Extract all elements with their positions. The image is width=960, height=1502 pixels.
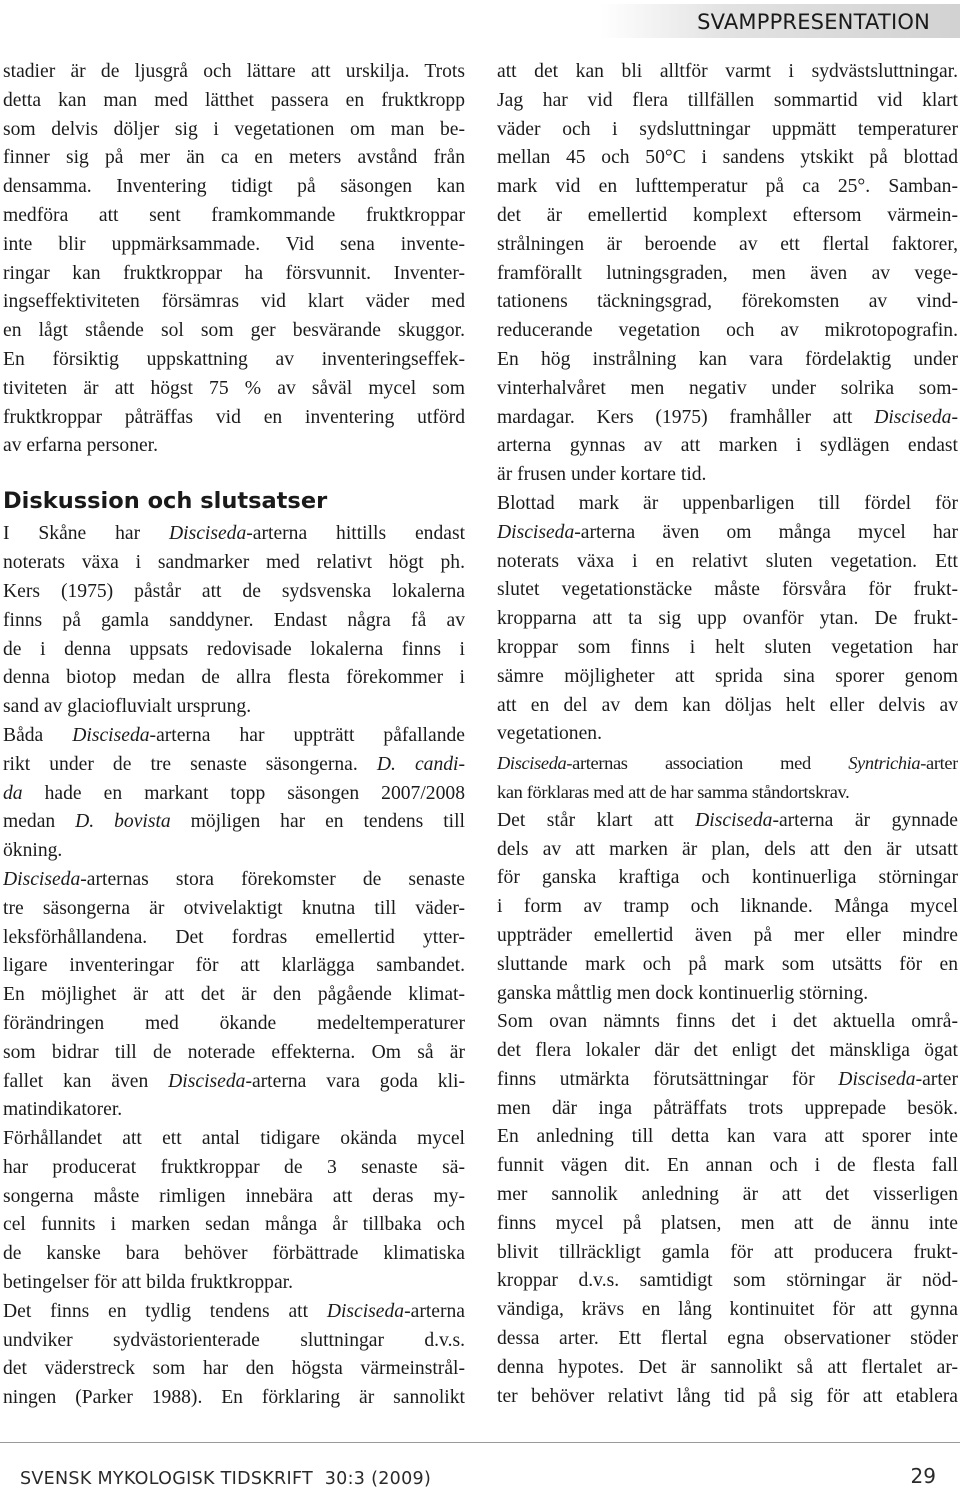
text-line: kan förklaras med att de har samma ståndortskrav.: [497, 781, 850, 802]
text-line: dessa arter. Ett flertal egna observationer stöder: [497, 1328, 958, 1350]
text-line: Förhållandet att ett antal tidigare okända mycel: [3, 1128, 465, 1150]
text-line: vinterhalvåret men negativ under solrika som-: [497, 377, 958, 399]
text-line: det väderstreck som har den högsta värmeinstrål-: [3, 1358, 465, 1380]
text-line: Jag har vid flera tillfällen sommartid vid klart: [497, 89, 958, 111]
text-line: cel funnits i marken sedan många år tillbaka och: [3, 1214, 465, 1236]
text-line: denna biotop medan de allra flesta förekommer i: [3, 667, 465, 689]
text-line: Blottad mark är uppenbarligen till fördel för: [497, 492, 958, 514]
text-line: betingelser för att bilda fruktkroppar.: [3, 1272, 294, 1294]
text-line: undviker sydvästorienterade sluttningar d.v.s.: [3, 1329, 465, 1351]
text-line: tre säsongerna är otvivelaktigt knutna till väder-: [3, 897, 465, 919]
section-title: SVAMPPRESENTATION: [697, 10, 930, 34]
text-line: arterna gynnas av att marken i sydlägen endast: [497, 435, 958, 457]
text-line: En anledning till detta kan vara att sporer inte: [497, 1126, 958, 1148]
text-line: I Skåne har Disciseda-arterna hittills endast: [3, 523, 465, 545]
text-line: ter behöver relativt lång tid på sig för att etablera: [497, 1385, 958, 1407]
text-line: mardagar. Kers (1975) framhåller att Disciseda-: [497, 406, 958, 428]
text-line: det är emellertid komplext eftersom värmein-: [497, 204, 958, 226]
text-line: finns på gamla sanddyner. Endast några få av: [3, 609, 465, 631]
text-line: tationens täckningsgrad, förekomsten av vind-: [497, 291, 958, 313]
text-line: finner sig på mer än ca en meters avstånd från: [3, 147, 465, 169]
text-line: noterats växa i en relativt sluten vegetation. Ett: [497, 550, 958, 572]
text-line: Disciseda-arterna även om många mycel har: [497, 521, 958, 543]
text-line: som bidrar till de noterade effekterna. Om så är: [3, 1041, 465, 1063]
text-line: som delvis döljer sig i vegetationen om man be-: [3, 118, 465, 140]
text-line: slutet vegetationstäcke måste försvåra för frukt-: [497, 579, 958, 601]
text-line: Det står klart att Disciseda-arterna är gynnade: [497, 809, 958, 831]
text-line: vegetationen.: [497, 723, 603, 745]
text-line: ganska måttlig men dock kontinuerlig störning.: [497, 982, 869, 1004]
text-line: väder och i sydsluttningar uppmätt temperaturer: [497, 118, 958, 140]
page-number: 29: [910, 1464, 936, 1488]
text-line: ingseffektiviteten försämras vid klart väder med: [3, 291, 465, 313]
text-line: att en del av dem kan döljas helt eller delvis av: [497, 694, 958, 716]
text-line: da hade en markant topp säsongen 2007/2008: [3, 782, 465, 804]
text-line: Båda Disciseda-arterna har uppträtt påfallande: [3, 724, 465, 746]
text-line: detta kan man med lätthet passera en fruktkropp: [3, 89, 465, 111]
text-line: Disciseda-arternas stora förekomster de senaste: [3, 868, 465, 890]
text-line: inte blir uppmärksammade. Vid sena invente-: [3, 233, 465, 255]
text-line: En hög instrålning kan vara fördelaktig under: [497, 348, 958, 370]
text-line: kroppar som finns i helt sluten vegetation har: [497, 636, 958, 658]
text-line: de kanske bara behöver förbättrade klimatiska: [3, 1243, 465, 1265]
text-line: mer sannolik anledning är att det visserligen: [497, 1184, 958, 1206]
text-line: det flera lokaler där det enligt det mänskliga ögat: [497, 1040, 958, 1062]
text-line: Kers (1975) påstår att de sydsvenska lokalerna: [3, 580, 465, 602]
text-line: ningen (Parker 1988). En förklaring är sannolikt: [3, 1387, 465, 1409]
text-line: i form av tramp och liknande. Många mycel: [497, 896, 958, 918]
text-line: Som ovan nämnts finns det i det aktuella områ-: [497, 1011, 958, 1033]
text-line: funnit vägen dit. En annan och i de flesta fall: [497, 1155, 958, 1177]
text-line: finns utmärkta förutsättningar för Disciseda-arter: [497, 1068, 958, 1090]
text-line: En möjlighet är att det är den pågående klimat-: [3, 984, 465, 1006]
footer-divider: [0, 1442, 960, 1443]
text-line: songerna måste rimligen innebära att deras my-: [3, 1185, 465, 1207]
text-line: ökning.: [3, 840, 63, 862]
journal-name: SVENSK MYKOLOGISK TIDSKRIFT 30:3 (2009): [20, 1469, 432, 1489]
text-line: mark vid en lufttemperatur på ca 25°. Samban-: [497, 176, 958, 198]
text-line: denna hypotes. Det är sannolikt så att flertalet ar-: [497, 1356, 958, 1378]
text-line: Disciseda-arternas association med Syntrichia-arter: [497, 753, 958, 774]
text-line: en lågt stående sol som ger besvärande skuggor.: [3, 320, 465, 342]
text-line: kroppar d.v.s. samtidigt som störningar är nöd-: [497, 1270, 958, 1292]
text-line: ligare inventeringar för att klarlägga sambandet.: [3, 955, 465, 977]
text-line: men där inga påträffats trots upprepade besök.: [497, 1097, 958, 1119]
left-text-column: [3, 58, 465, 1413]
text-line: noterats växa i sandmarker med relativt högt ph.: [3, 552, 465, 574]
text-line: sluttande mark och på mark som utsätts för en: [497, 953, 958, 975]
text-line: att det kan bli alltför varmt i sydvästsluttningar.: [497, 61, 958, 82]
text-line: vändiga, krävs en lång kontinuitet för att gynna: [497, 1299, 958, 1321]
text-line: finns mycel på platsen, men att de ännu inte: [497, 1212, 958, 1234]
text-line: är frusen under kortare tid.: [497, 464, 707, 486]
text-line: av erfarna personer.: [3, 435, 159, 457]
text-line: medföra att sent framkommande fruktkroppar: [3, 204, 465, 226]
text-line: leksförhållandena. Det fordras emellertid ytter-: [3, 926, 465, 948]
text-line: matindikatorer.: [3, 1099, 123, 1121]
text-line: sand av glaciofluvialt ursprung.: [3, 696, 252, 718]
text-line: dels av att marken är plan, dels att den är utsatt: [497, 838, 958, 860]
text-line: Det finns en tydlig tendens att Disciseda-arterna: [3, 1300, 465, 1322]
section-heading: Diskussion och slutsatser: [3, 488, 328, 515]
section-header-band: [600, 4, 960, 38]
text-line: mellan 45 och 50°C i sandens ytskikt på blottad: [497, 147, 958, 169]
text-line: ringar kan fruktkroppar ha försvunnit. Inventer-: [3, 262, 465, 284]
text-line: framförallt lutningsgraden, men även av vege-: [497, 262, 958, 284]
text-line: strålningen är beroende av ett flertal faktorer,: [497, 233, 958, 255]
text-line: de i denna uppsats redovisade lokalerna finns i: [3, 638, 465, 660]
text-line: förändringen med ökande medeltemperaturer: [3, 1012, 465, 1034]
text-line: har producerat fruktkroppar de 3 senaste sä-: [3, 1156, 465, 1178]
text-line: tiviteten är att högst 75 % av såväl mycel som: [3, 377, 465, 399]
text-line: densamma. Inventering tidigt på säsongen kan: [3, 176, 465, 198]
text-line: sämre möjligheter att sprida sina sporer genom: [497, 665, 958, 687]
text-line: En försiktig uppskattning av inventeringseffek-: [3, 348, 465, 370]
text-line: blivit tillräckligt gamla för att producera frukt-: [497, 1241, 958, 1263]
text-line: stadier är de ljusgrå och lättare att urskilja. Trots: [3, 61, 465, 82]
text-line: kropparna att ta sig upp ovanför ytan. De frukt-: [497, 608, 958, 630]
text-line: uppträder emellertid även på mer eller mindre: [497, 924, 958, 946]
right-text-column: [497, 58, 958, 1411]
text-line: medan D. bovista möjligen har en tendens till: [3, 811, 465, 833]
text-line: reducerande vegetation och av mikrotopografin.: [497, 320, 958, 342]
text-line: fallet kan även Disciseda-arterna vara goda kli-: [3, 1070, 465, 1092]
text-line: fruktkroppar påträffas vid en inventering utförd: [3, 406, 465, 428]
text-line: för ganska kraftiga och kontinuerliga störningar: [497, 867, 958, 889]
text-line: rikt under de tre senaste säsongerna. D. candi-: [3, 753, 465, 775]
